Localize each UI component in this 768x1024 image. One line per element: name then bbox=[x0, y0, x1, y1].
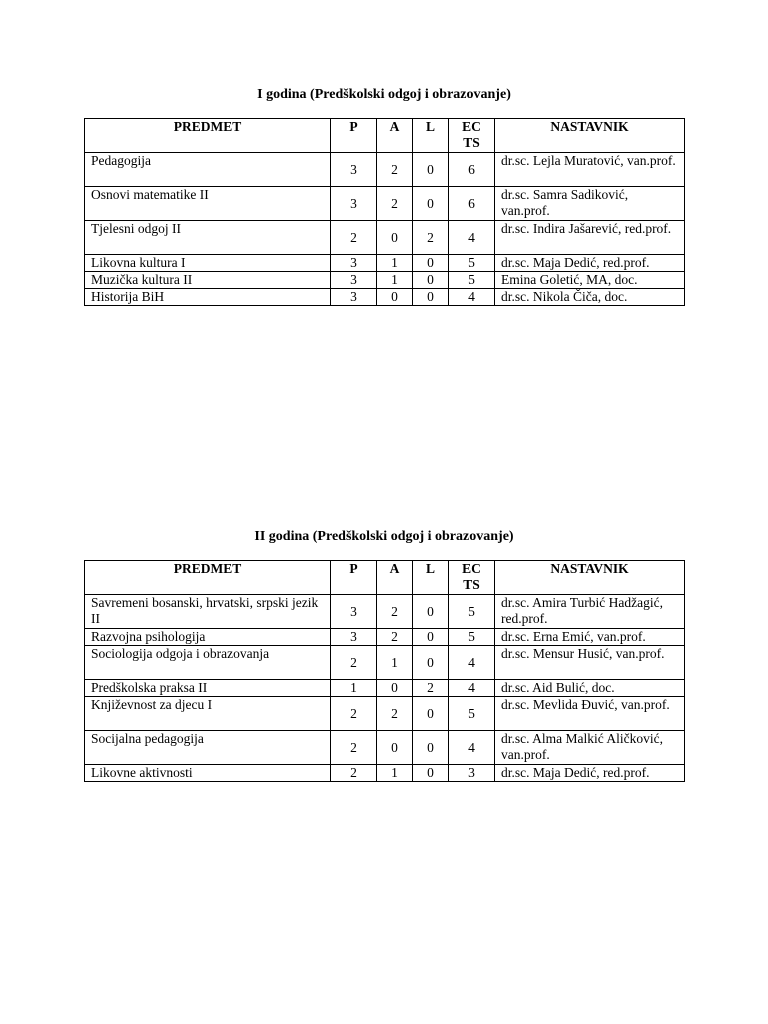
cell-a: 2 bbox=[377, 595, 413, 629]
table-row bbox=[85, 697, 685, 731]
cell-l: 2 bbox=[413, 221, 449, 255]
cell-ects: 3 bbox=[449, 765, 495, 782]
cell-p: 2 bbox=[331, 731, 377, 765]
cell-predmet: Pedagogija bbox=[85, 153, 331, 187]
cell-p: 3 bbox=[331, 255, 377, 272]
cell-p: 3 bbox=[331, 187, 377, 221]
cell-predmet: Muzička kultura II bbox=[85, 272, 331, 289]
header-p: P bbox=[331, 119, 377, 153]
cell-p: 3 bbox=[331, 629, 377, 646]
cell-p: 3 bbox=[331, 595, 377, 629]
cell-ects: 6 bbox=[449, 153, 495, 187]
cell-nastavnik: dr.sc. Indira Jašarević, red.prof. bbox=[495, 221, 685, 255]
cell-predmet: Savremeni bosanski, hrvatski, srpski jezik II bbox=[85, 595, 331, 629]
cell-p: 3 bbox=[331, 289, 377, 306]
cell-p: 2 bbox=[331, 646, 377, 680]
cell-ects: 5 bbox=[449, 629, 495, 646]
course-table-year-1 bbox=[84, 118, 685, 306]
course-table-year-2 bbox=[84, 560, 685, 782]
cell-p: 3 bbox=[331, 153, 377, 187]
header-predmet: PREDMET bbox=[85, 561, 331, 595]
cell-predmet: Likovne aktivnosti bbox=[85, 765, 331, 782]
cell-p: 1 bbox=[331, 680, 377, 697]
table-row bbox=[85, 646, 685, 680]
cell-nastavnik: dr.sc. Samra Sadiković, van.prof. bbox=[495, 187, 685, 221]
cell-nastavnik: dr.sc. Mevlida Đuvić, van.prof. bbox=[495, 697, 685, 731]
cell-l: 0 bbox=[413, 255, 449, 272]
cell-p: 3 bbox=[331, 272, 377, 289]
table-row bbox=[85, 595, 685, 629]
table-row bbox=[85, 629, 685, 646]
cell-l: 0 bbox=[413, 629, 449, 646]
header-nastavnik: NASTAVNIK bbox=[495, 561, 685, 595]
cell-nastavnik: Emina Goletić, MA, doc. bbox=[495, 272, 685, 289]
cell-nastavnik: dr.sc. Nikola Čiča, doc. bbox=[495, 289, 685, 306]
cell-predmet: Likovna kultura I bbox=[85, 255, 331, 272]
cell-a: 2 bbox=[377, 153, 413, 187]
cell-l: 0 bbox=[413, 272, 449, 289]
table-row bbox=[85, 289, 685, 306]
cell-nastavnik: dr.sc. Aid Bulić, doc. bbox=[495, 680, 685, 697]
cell-a: 0 bbox=[377, 731, 413, 765]
cell-l: 0 bbox=[413, 187, 449, 221]
cell-ects: 4 bbox=[449, 221, 495, 255]
cell-nastavnik: dr.sc. Maja Dedić, red.prof. bbox=[495, 765, 685, 782]
cell-nastavnik: dr.sc. Alma Malkić Aličković, van.prof. bbox=[495, 731, 685, 765]
cell-nastavnik: dr.sc. Erna Emić, van.prof. bbox=[495, 629, 685, 646]
section-year-1 bbox=[84, 86, 684, 306]
cell-predmet: Socijalna pedagogija bbox=[85, 731, 331, 765]
section-title: I godina (Predškolski odgoj i obrazovanje) bbox=[257, 87, 511, 102]
table-row bbox=[85, 255, 685, 272]
table-row bbox=[85, 221, 685, 255]
header-l: L bbox=[413, 119, 449, 153]
section-title: II godina (Predškolski odgoj i obrazovanje) bbox=[254, 529, 514, 544]
cell-a: 0 bbox=[377, 221, 413, 255]
cell-l: 0 bbox=[413, 697, 449, 731]
cell-ects: 4 bbox=[449, 646, 495, 680]
cell-ects: 5 bbox=[449, 595, 495, 629]
header-ects bbox=[449, 561, 495, 595]
cell-predmet: Historija BiH bbox=[85, 289, 331, 306]
cell-nastavnik: dr.sc. Mensur Husić, van.prof. bbox=[495, 646, 685, 680]
header-a: A bbox=[377, 561, 413, 595]
table-row bbox=[85, 153, 685, 187]
section-year-2 bbox=[84, 528, 684, 782]
cell-ects: 5 bbox=[449, 255, 495, 272]
table-row bbox=[85, 731, 685, 765]
table-row bbox=[85, 272, 685, 289]
header-p: P bbox=[331, 561, 377, 595]
cell-a: 1 bbox=[377, 255, 413, 272]
cell-l: 0 bbox=[413, 595, 449, 629]
header-l: L bbox=[413, 561, 449, 595]
cell-a: 1 bbox=[377, 765, 413, 782]
cell-predmet: Razvojna psihologija bbox=[85, 629, 331, 646]
cell-a: 0 bbox=[377, 289, 413, 306]
cell-p: 2 bbox=[331, 697, 377, 731]
header-ects-line2: TS bbox=[463, 135, 480, 150]
cell-a: 2 bbox=[377, 187, 413, 221]
cell-l: 0 bbox=[413, 731, 449, 765]
cell-predmet: Predškolska praksa II bbox=[85, 680, 331, 697]
table-row bbox=[85, 187, 685, 221]
cell-a: 0 bbox=[377, 680, 413, 697]
cell-p: 2 bbox=[331, 765, 377, 782]
cell-ects: 4 bbox=[449, 731, 495, 765]
cell-p: 2 bbox=[331, 221, 377, 255]
cell-a: 1 bbox=[377, 272, 413, 289]
cell-nastavnik: dr.sc. Maja Dedić, red.prof. bbox=[495, 255, 685, 272]
header-ects bbox=[449, 119, 495, 153]
cell-nastavnik: dr.sc. Lejla Muratović, van.prof. bbox=[495, 153, 685, 187]
cell-ects: 5 bbox=[449, 697, 495, 731]
cell-l: 0 bbox=[413, 765, 449, 782]
table-row bbox=[85, 680, 685, 697]
cell-predmet: Književnost za djecu I bbox=[85, 697, 331, 731]
header-nastavnik: NASTAVNIK bbox=[495, 119, 685, 153]
cell-a: 2 bbox=[377, 629, 413, 646]
cell-ects: 5 bbox=[449, 272, 495, 289]
table-row bbox=[85, 765, 685, 782]
cell-l: 0 bbox=[413, 153, 449, 187]
cell-l: 2 bbox=[413, 680, 449, 697]
cell-l: 0 bbox=[413, 289, 449, 306]
cell-a: 1 bbox=[377, 646, 413, 680]
cell-l: 0 bbox=[413, 646, 449, 680]
cell-nastavnik: dr.sc. Amira Turbić Hadžagić, red.prof. bbox=[495, 595, 685, 629]
header-predmet: PREDMET bbox=[85, 119, 331, 153]
cell-predmet: Osnovi matematike II bbox=[85, 187, 331, 221]
header-ects-line2: TS bbox=[463, 577, 480, 592]
header-ects-line1: EC bbox=[462, 561, 481, 576]
table-header-row bbox=[85, 119, 685, 153]
cell-predmet: Sociologija odgoja i obrazovanja bbox=[85, 646, 331, 680]
table-header-row bbox=[85, 561, 685, 595]
cell-a: 2 bbox=[377, 697, 413, 731]
cell-predmet: Tjelesni odgoj II bbox=[85, 221, 331, 255]
cell-ects: 4 bbox=[449, 680, 495, 697]
cell-ects: 4 bbox=[449, 289, 495, 306]
header-ects-line1: EC bbox=[462, 119, 481, 134]
header-a: A bbox=[377, 119, 413, 153]
cell-ects: 6 bbox=[449, 187, 495, 221]
